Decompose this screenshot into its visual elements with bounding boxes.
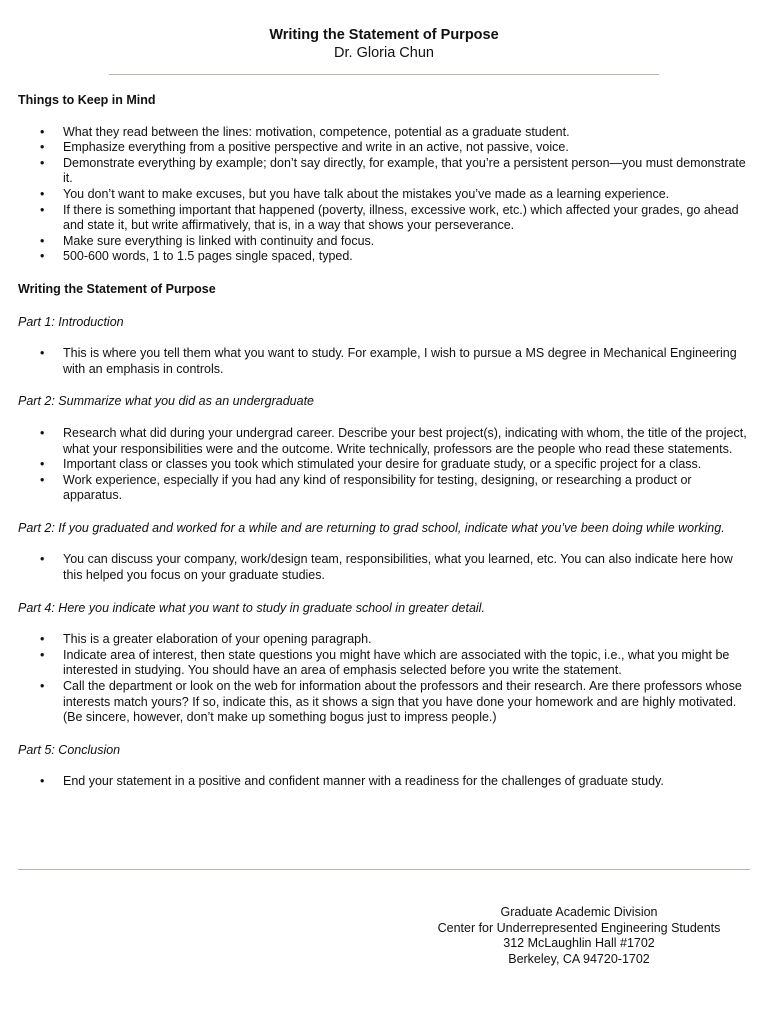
part-4-heading: Part 4: Here you indicate what you want to study in graduate school in greater detail. — [18, 600, 485, 615]
document-author: Dr. Gloria Chun — [334, 45, 434, 61]
document-body — [18, 93, 752, 790]
list-item: • This is where you tell them what you want to study. For example, I wish to pursue a MS degree in Mechanical Engineering with an emphasis in controls. — [18, 346, 752, 377]
part-5-heading: Part 5: Conclusion — [18, 742, 121, 757]
part-1-heading: Part 1: Introduction — [18, 314, 124, 329]
keep-in-mind-list — [18, 125, 752, 265]
writing-sop-heading: Writing the Statement of Purpose — [18, 281, 216, 296]
list-item: • Research what did during your undergrad career. Describe your best project(s), indicating with whom, the title of the project, what your responsibilities were and the outcome. Write technically, professors are the people who read these statements. — [18, 426, 752, 457]
part-2b-heading: Part 2: If you graduated and worked for a while and are returning to grad school, indicate what you’ve been doing while working. — [18, 520, 725, 535]
footer-center: Center for Underrepresented Engineering Students — [437, 920, 721, 935]
list-item: • What they read between the lines: motivation, competence, potential as a graduate student. — [18, 125, 752, 141]
list-item: • Work experience, especially if you had any kind of responsibility for testing, designing, or researching a product or apparatus. — [18, 473, 752, 504]
list-item: • Important class or classes you took which stimulated your desire for graduate study, or a specific project for a class. — [18, 457, 752, 473]
footer-division: Graduate Academic Division — [500, 905, 658, 919]
document-title: Writing the Statement of Purpose — [269, 27, 499, 43]
list-item: • Demonstrate everything by example; don’t say directly, for example, that you’re a persistent person—you must demonstrate it. — [18, 156, 752, 187]
part-2-heading: Part 2: Summarize what you did as an undergraduate — [18, 394, 315, 409]
list-item: • Make sure everything is linked with continuity and focus. — [18, 234, 752, 250]
bottom-divider — [18, 869, 750, 870]
footer-street: 312 McLaughlin Hall #1702 — [503, 936, 655, 951]
footer-address — [420, 905, 738, 967]
list-item: • This is a greater elaboration of your opening paragraph. — [18, 632, 752, 648]
part-2-list — [18, 426, 752, 504]
list-item: • Emphasize everything from a positive perspective and write in an active, not passive, voice. — [18, 140, 752, 156]
list-item: • 500-600 words, 1 to 1.5 pages single spaced, typed. — [18, 249, 752, 265]
list-item: • You can discuss your company, work/design team, responsibilities, what you learned, etc. You can also indicate here how this helped you focus on your graduate studies. — [18, 552, 752, 583]
part-4-list — [18, 632, 752, 726]
keep-in-mind-heading: Things to Keep in Mind — [18, 93, 156, 107]
part-1-list — [18, 346, 752, 377]
list-item: • You don’t want to make excuses, but you have talk about the mistakes you’ve made as a learning experience. — [18, 187, 752, 203]
part-5-list — [18, 774, 752, 790]
list-item: • End your statement in a positive and confident manner with a readiness for the challenges of graduate study. — [18, 774, 752, 790]
top-divider — [109, 74, 659, 75]
list-item: • Call the department or look on the web for information about the professors and their research. Are there professors whose interests match yours? If so, indicate this, as it shows a sign that you have done your homework and are highly motivated. (Be sincere, however, don’t make up something bogus just to impress people.) — [18, 679, 752, 726]
list-item: • Indicate area of interest, then state questions you might have which are associated with the topic, i.e., what you might be interested in studying. You should have an area of emphasis selected before you write the statement. — [18, 648, 752, 679]
part-2b-list — [18, 552, 752, 583]
list-item: • If there is something important that happened (poverty, illness, excessive work, etc.) which affected your grades, go ahead and state it, but write affirmatively, that is, in a way that shows your perseverance. — [18, 203, 752, 234]
footer-city: Berkeley, CA 94720-1702 — [508, 951, 650, 966]
